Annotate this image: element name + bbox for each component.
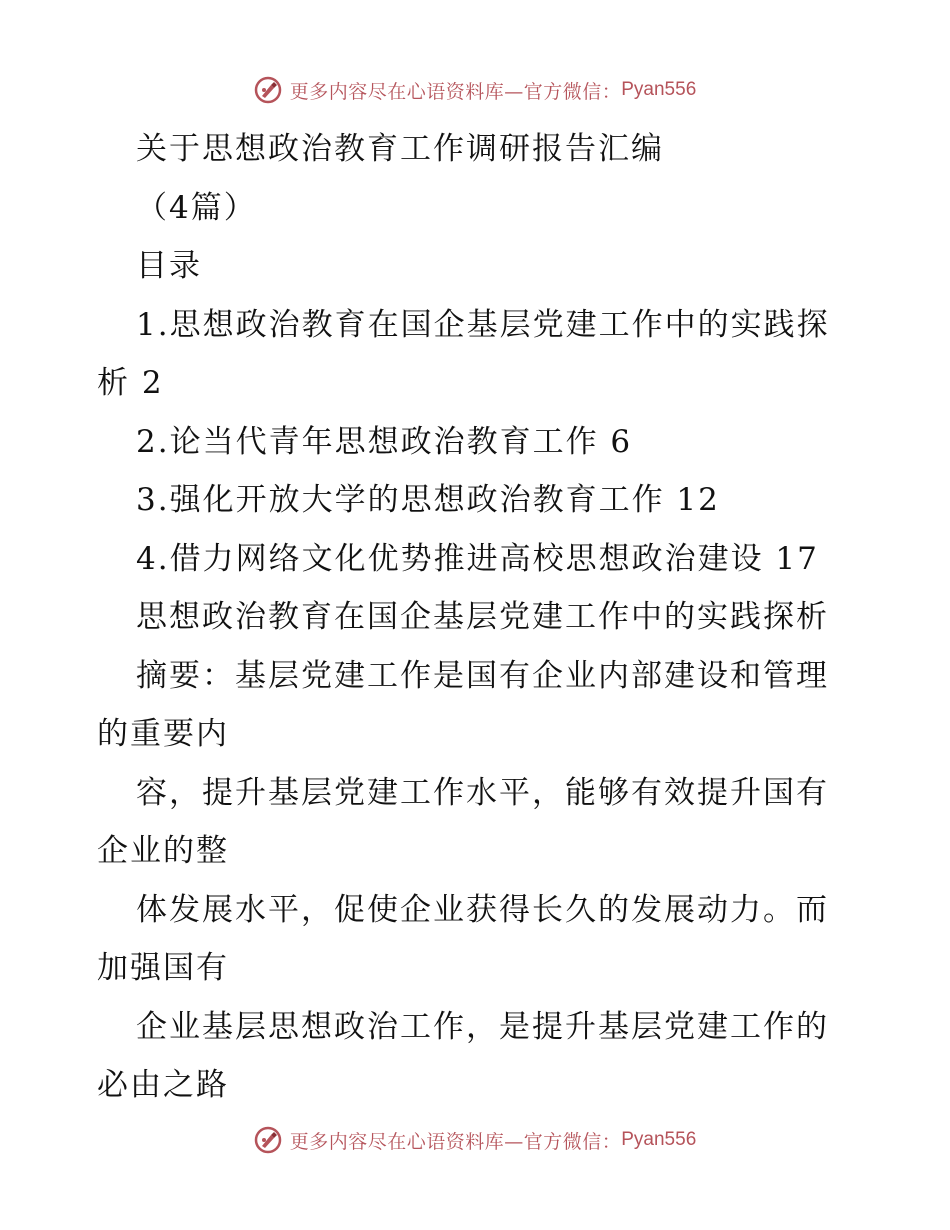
body-line: 必由之路 bbox=[97, 1067, 229, 1103]
watermark-text: 更多内容尽在心语资料库—官方微信： bbox=[289, 80, 622, 103]
body-line: 摘要：基层党建工作是国有企业内部建设和管理 bbox=[136, 657, 829, 694]
body-line: 体发展水平，促使企业获得长久的发展动力。而 bbox=[136, 891, 829, 928]
document-title: 关于思想政治教育工作调研报告汇编 bbox=[136, 131, 664, 167]
footer-watermark bbox=[0, 1120, 950, 1160]
watermark-wechat-id: Pyan556 bbox=[621, 1129, 697, 1150]
pen-logo-icon bbox=[254, 76, 282, 104]
toc-item: 1.思想政治教育在国企基层党建工作中的实践探 bbox=[136, 306, 830, 343]
document-body bbox=[97, 120, 857, 1115]
body-line: 加强国有 bbox=[97, 950, 229, 986]
section-title: 思想政治教育在国企基层党建工作中的实践探析 bbox=[136, 599, 829, 635]
toc-item: 2.论当代青年思想政治教育工作 6 bbox=[136, 423, 633, 460]
toc-item: 3.强化开放大学的思想政治教育工作 12 bbox=[136, 482, 720, 518]
pen-logo-icon bbox=[254, 1126, 282, 1154]
watermark-text: 更多内容尽在心语资料库—官方微信： bbox=[289, 1130, 622, 1153]
watermark-wechat-id: Pyan556 bbox=[621, 79, 697, 100]
toc-heading: 目录 bbox=[136, 248, 202, 284]
body-line: 的重要内 bbox=[97, 716, 229, 752]
body-line: 企业基层思想政治工作，是提升基层党建工作的 bbox=[136, 1008, 829, 1045]
header-watermark bbox=[0, 70, 950, 110]
toc-item-continuation: 析 2 bbox=[97, 365, 164, 401]
toc-item: 4.借力网络文化优势推进高校思想政治建设 17 bbox=[136, 540, 819, 577]
document-subtitle: （4篇） bbox=[136, 189, 257, 226]
body-line: 企业的整 bbox=[97, 833, 229, 869]
body-line: 容，提升基层党建工作水平，能够有效提升国有 bbox=[136, 774, 829, 811]
